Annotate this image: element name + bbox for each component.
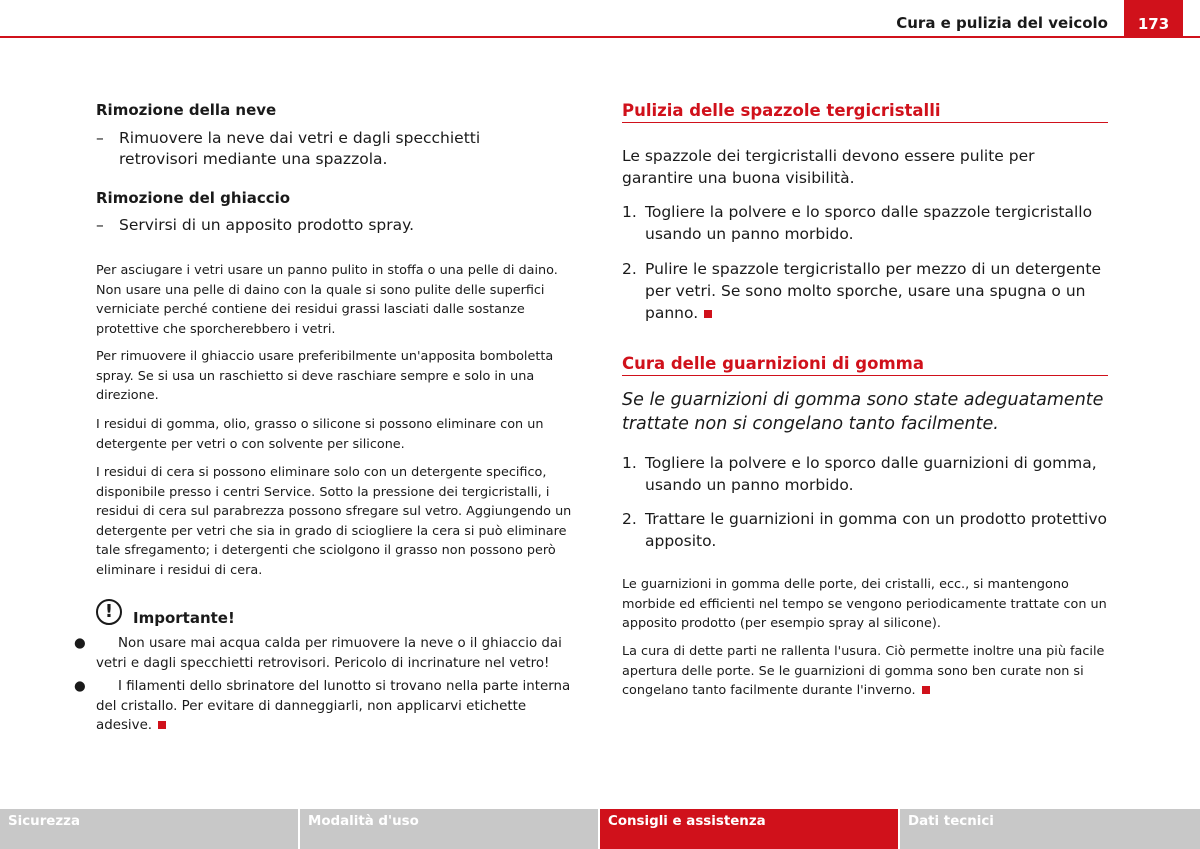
warning-item [74, 677, 586, 736]
ice-heading: Rimozione del ghiaccio [96, 189, 291, 207]
wipers-intro: Le spazzole dei tergicristalli devono essere pulite per garantire una buona visibilità. [622, 147, 1035, 187]
page-header [0, 0, 1200, 38]
chapter-title: Cura e pulizia del veicolo [896, 14, 1108, 32]
seals-lead: Se le guarnizioni di gomma sono state adeguatamente trattate non si congelano tanto facilmente. [622, 390, 1104, 434]
bullet-icon: ● [74, 679, 86, 694]
seals-note: Le guarnizioni in gomma delle porte, dei cristalli, ecc., si mantengono morbide ed efficienti nel tempo se vengono periodicamente trattate con un apposito prodotto (per esempio spray al silicone). [622, 577, 1107, 631]
step-text: Pulire le spazzole tergicristallo per mezzo di un detergente per vetri. Se sono molto sporche, usare una spugna o un panno. [645, 260, 1101, 322]
step-number: 2. [622, 260, 637, 278]
page-number: 173 [1124, 0, 1183, 38]
wipers-step [622, 258, 1108, 324]
warning-title: Importante! [133, 609, 235, 627]
seals-step [622, 508, 1108, 552]
dash-marker: – [96, 129, 104, 147]
note-paragraph: Per asciugare i vetri usare un panno pulito in stoffa o una pelle di daino. Non usare una pelle di daino con la quale si sono pulite delle superfici verniciate perché contiene dei residui grassi lasciati dalle sostanze protettive che sporcherebbero i vetri. [96, 263, 558, 337]
seals-section-title: Cura delle guarnizioni di gomma [622, 354, 1108, 376]
footer-navigation [0, 809, 1200, 849]
seals-note-text: La cura di dette parti ne rallenta l'usura. Ciò permette inoltre una più facile apertura delle porte. Se le guarnizioni di gomma sono ben curate non si congelano tanto facilmente durante l'inverno. [622, 644, 1105, 698]
warning-item [74, 634, 586, 673]
step-number: 2. [622, 510, 637, 528]
end-of-section-icon [704, 310, 712, 318]
tab-dati-tecnici[interactable]: Dati tecnici [900, 809, 1200, 849]
seals-note [622, 642, 1108, 701]
step-text: Trattare le guarnizioni in gomma con un prodotto protettivo apposito. [645, 510, 1108, 550]
warning-item-text: I filamenti dello sbrinatore del lunotto si trovano nella parte interna del cristallo. Per evitare di danneggiarli, non applicarvi etichette adesive. [96, 679, 571, 733]
snow-instruction [96, 128, 559, 170]
step-text: Togliere la polvere e lo sporco dalle guarnizioni di gomma, usando un panno morbido. [645, 454, 1097, 494]
tab-sicurezza[interactable]: Sicurezza [0, 809, 298, 849]
ice-instruction [96, 215, 559, 236]
bullet-icon: ● [74, 636, 86, 651]
end-of-section-icon [158, 721, 166, 729]
seals-step [622, 452, 1108, 496]
snow-heading: Rimozione della neve [96, 101, 277, 119]
note-paragraph: Per rimuovere il ghiaccio usare preferibilmente un'apposita bomboletta spray. Se si usa un raschietto si deve raschiare sempre e solo in una direzione. [96, 349, 554, 403]
step-number: 1. [622, 203, 637, 221]
tab-modalita-uso[interactable]: Modalità d'uso [300, 809, 598, 849]
step-text: Togliere la polvere e lo sporco dalle spazzole tergicristallo usando un panno morbido. [645, 203, 1093, 243]
snow-instruction-text: Rimuovere la neve dai vetri e dagli specchietti retrovisori mediante una spazzola. [119, 129, 481, 168]
dash-marker: – [96, 216, 104, 234]
note-paragraph: I residui di gomma, olio, grasso o silicone si possono eliminare con un detergente per vetri o con solvente per silicone. [96, 417, 544, 452]
wipers-section-title: Pulizia delle spazzole tergicristalli [622, 101, 1108, 123]
tab-consigli-assistenza[interactable]: Consigli e assistenza [600, 809, 898, 849]
exclamation-icon: ! [96, 599, 122, 625]
note-paragraph: I residui di cera si possono eliminare solo con un detergente specifico, disponibile presso i centri Service. Sotto la pressione dei tergicristalli, i residui di cera sul parabrezza possono sfregare sul vetro. Aggiungendo un detergente per vetri che sia in grado di sciogliere la cera si può eliminare tale sfregamento; i detergenti che sciolgono il grasso non possono però eliminare i residui di cera. [96, 465, 572, 578]
end-of-section-icon [922, 686, 930, 694]
header-rule [0, 36, 1200, 38]
ice-instruction-text: Servirsi di un apposito prodotto spray. [119, 216, 414, 234]
wipers-step [622, 201, 1108, 245]
step-number: 1. [622, 454, 637, 472]
warning-box [96, 599, 586, 629]
warning-item-text: Non usare mai acqua calda per rimuovere la neve o il ghiaccio dai vetri e dagli specchietti retrovisori. Pericolo di incrinature nel vetro! [96, 636, 562, 671]
